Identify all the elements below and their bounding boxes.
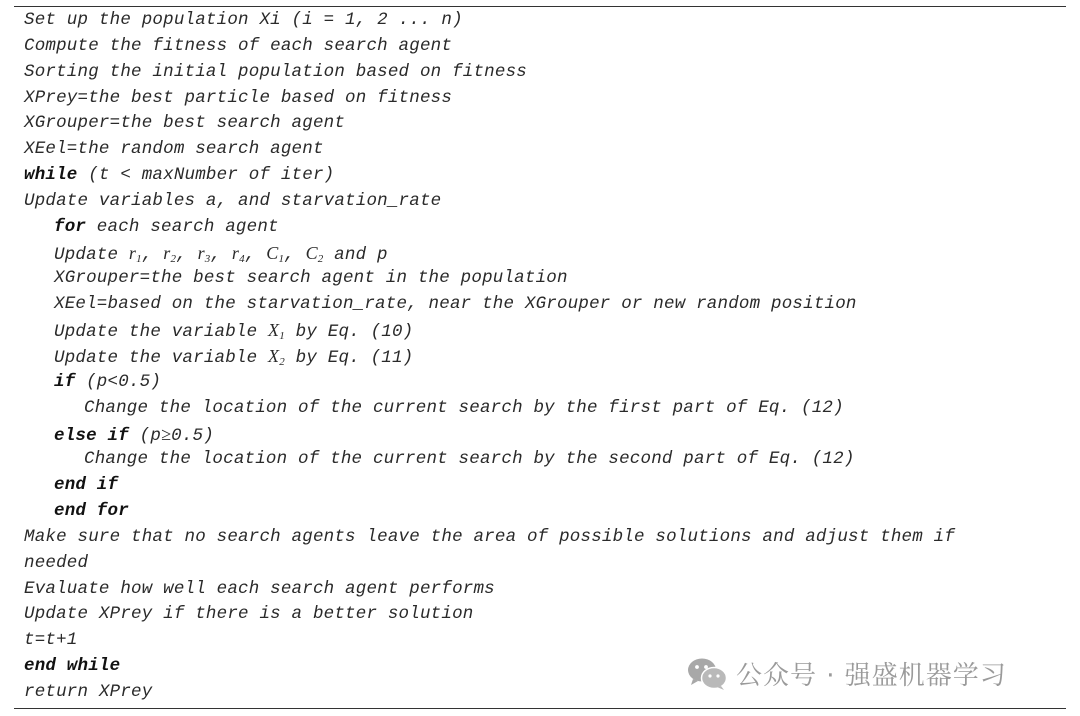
- end-if-line: [24, 473, 1064, 499]
- watermark-text: 公众号 · 强盛机器学习: [736, 661, 1007, 691]
- text-fragment: Update the variable: [54, 347, 269, 368]
- algo-line: return XPrey: [24, 681, 153, 702]
- subscript: 2: [170, 252, 177, 265]
- text-fragment: ,: [244, 244, 267, 265]
- while-line: [24, 163, 1064, 189]
- text-fragment: ,: [284, 244, 306, 265]
- algo-line: XEel=the random search agent: [24, 139, 324, 160]
- text-fragment: Update: [54, 244, 129, 265]
- algo-line: Change the location of the current search by the first part of Eq. (12): [84, 397, 844, 418]
- subscript: 4: [239, 252, 245, 265]
- wechat-icon: [686, 656, 728, 692]
- for-line: [24, 215, 1064, 241]
- subscript: 1: [279, 330, 285, 343]
- math-var-x: X: [268, 345, 280, 366]
- else-if-condition-post: 0.5): [171, 425, 214, 446]
- keyword-end-while: end while: [24, 656, 121, 677]
- subscript: 3: [204, 252, 211, 265]
- math-var-x: X: [268, 320, 280, 341]
- text-fragment: ,: [176, 244, 198, 265]
- text-fragment: and p: [323, 244, 388, 265]
- text-fragment: Update the variable: [54, 322, 269, 343]
- else-if-condition-pre: (p: [128, 425, 162, 446]
- keyword-end-for: end for: [54, 501, 129, 522]
- algo-line: t=t+1: [24, 630, 78, 651]
- end-for-line: [24, 499, 1064, 525]
- update-x2-line: [24, 344, 1064, 370]
- text-fragment: ,: [210, 244, 232, 265]
- bottom-rule: [14, 708, 1066, 709]
- math-var-c: C: [305, 242, 318, 263]
- else-if-line: [24, 422, 1064, 448]
- watermark: [686, 655, 1007, 692]
- text-fragment: by Eq. (10): [284, 322, 414, 343]
- keyword-for: for: [54, 216, 87, 237]
- algo-line: Sorting the initial population based on fitness: [24, 61, 527, 82]
- algo-line: Update variables a, and starvation_rate: [24, 190, 442, 211]
- subscript: 1: [278, 252, 285, 265]
- top-rule: [14, 6, 1066, 7]
- algo-line: Update XPrey if there is a better solution: [24, 604, 474, 625]
- keyword-if: if: [54, 371, 76, 392]
- subscript: 1: [136, 252, 142, 265]
- update-params-line: [24, 241, 1064, 267]
- algo-line: XGrouper=the best search agent in the population: [54, 268, 568, 289]
- keyword-end-if: end if: [54, 475, 119, 496]
- keyword-while: while: [24, 165, 78, 186]
- text-fragment: by Eq. (11): [284, 347, 414, 368]
- for-condition: each search agent: [86, 216, 279, 237]
- algo-line: Set up the population Xi (i = 1, 2 ... n): [24, 10, 463, 30]
- algo-line: needed: [24, 552, 89, 573]
- subscript: 2: [279, 355, 285, 368]
- math-var-r: r: [163, 242, 171, 263]
- subscript: 2: [317, 252, 324, 265]
- update-x1-line: [24, 318, 1064, 344]
- text-fragment: ,: [141, 244, 164, 265]
- algo-line: Evaluate how well each search agent performs: [24, 578, 495, 599]
- while-condition: (t < maxNumber of iter): [77, 165, 335, 186]
- math-var-r: r: [128, 242, 137, 263]
- algo-line: XEel=based on the starvation_rate, near the XGrouper or new random position: [54, 294, 857, 315]
- keyword-else-if: else if: [54, 425, 129, 446]
- algo-line: Compute the fitness of each search agent: [24, 35, 453, 56]
- algo-line: XPrey=the best particle based on fitness: [24, 87, 453, 108]
- math-var-r: r: [197, 242, 205, 263]
- if-condition: (p<0.5): [75, 371, 162, 392]
- algo-line: Make sure that no search agents leave the area of possible solutions and adjust them if: [24, 526, 956, 547]
- math-var-c: C: [266, 242, 279, 263]
- algorithm-block: [24, 8, 1064, 706]
- if-line: [24, 370, 1064, 396]
- geq-symbol: ≥: [161, 423, 172, 444]
- algo-line: Change the location of the current search by the second part of Eq. (12): [84, 449, 855, 470]
- algo-line: XGrouper=the best search agent: [24, 113, 346, 134]
- math-var-r: r: [231, 242, 240, 263]
